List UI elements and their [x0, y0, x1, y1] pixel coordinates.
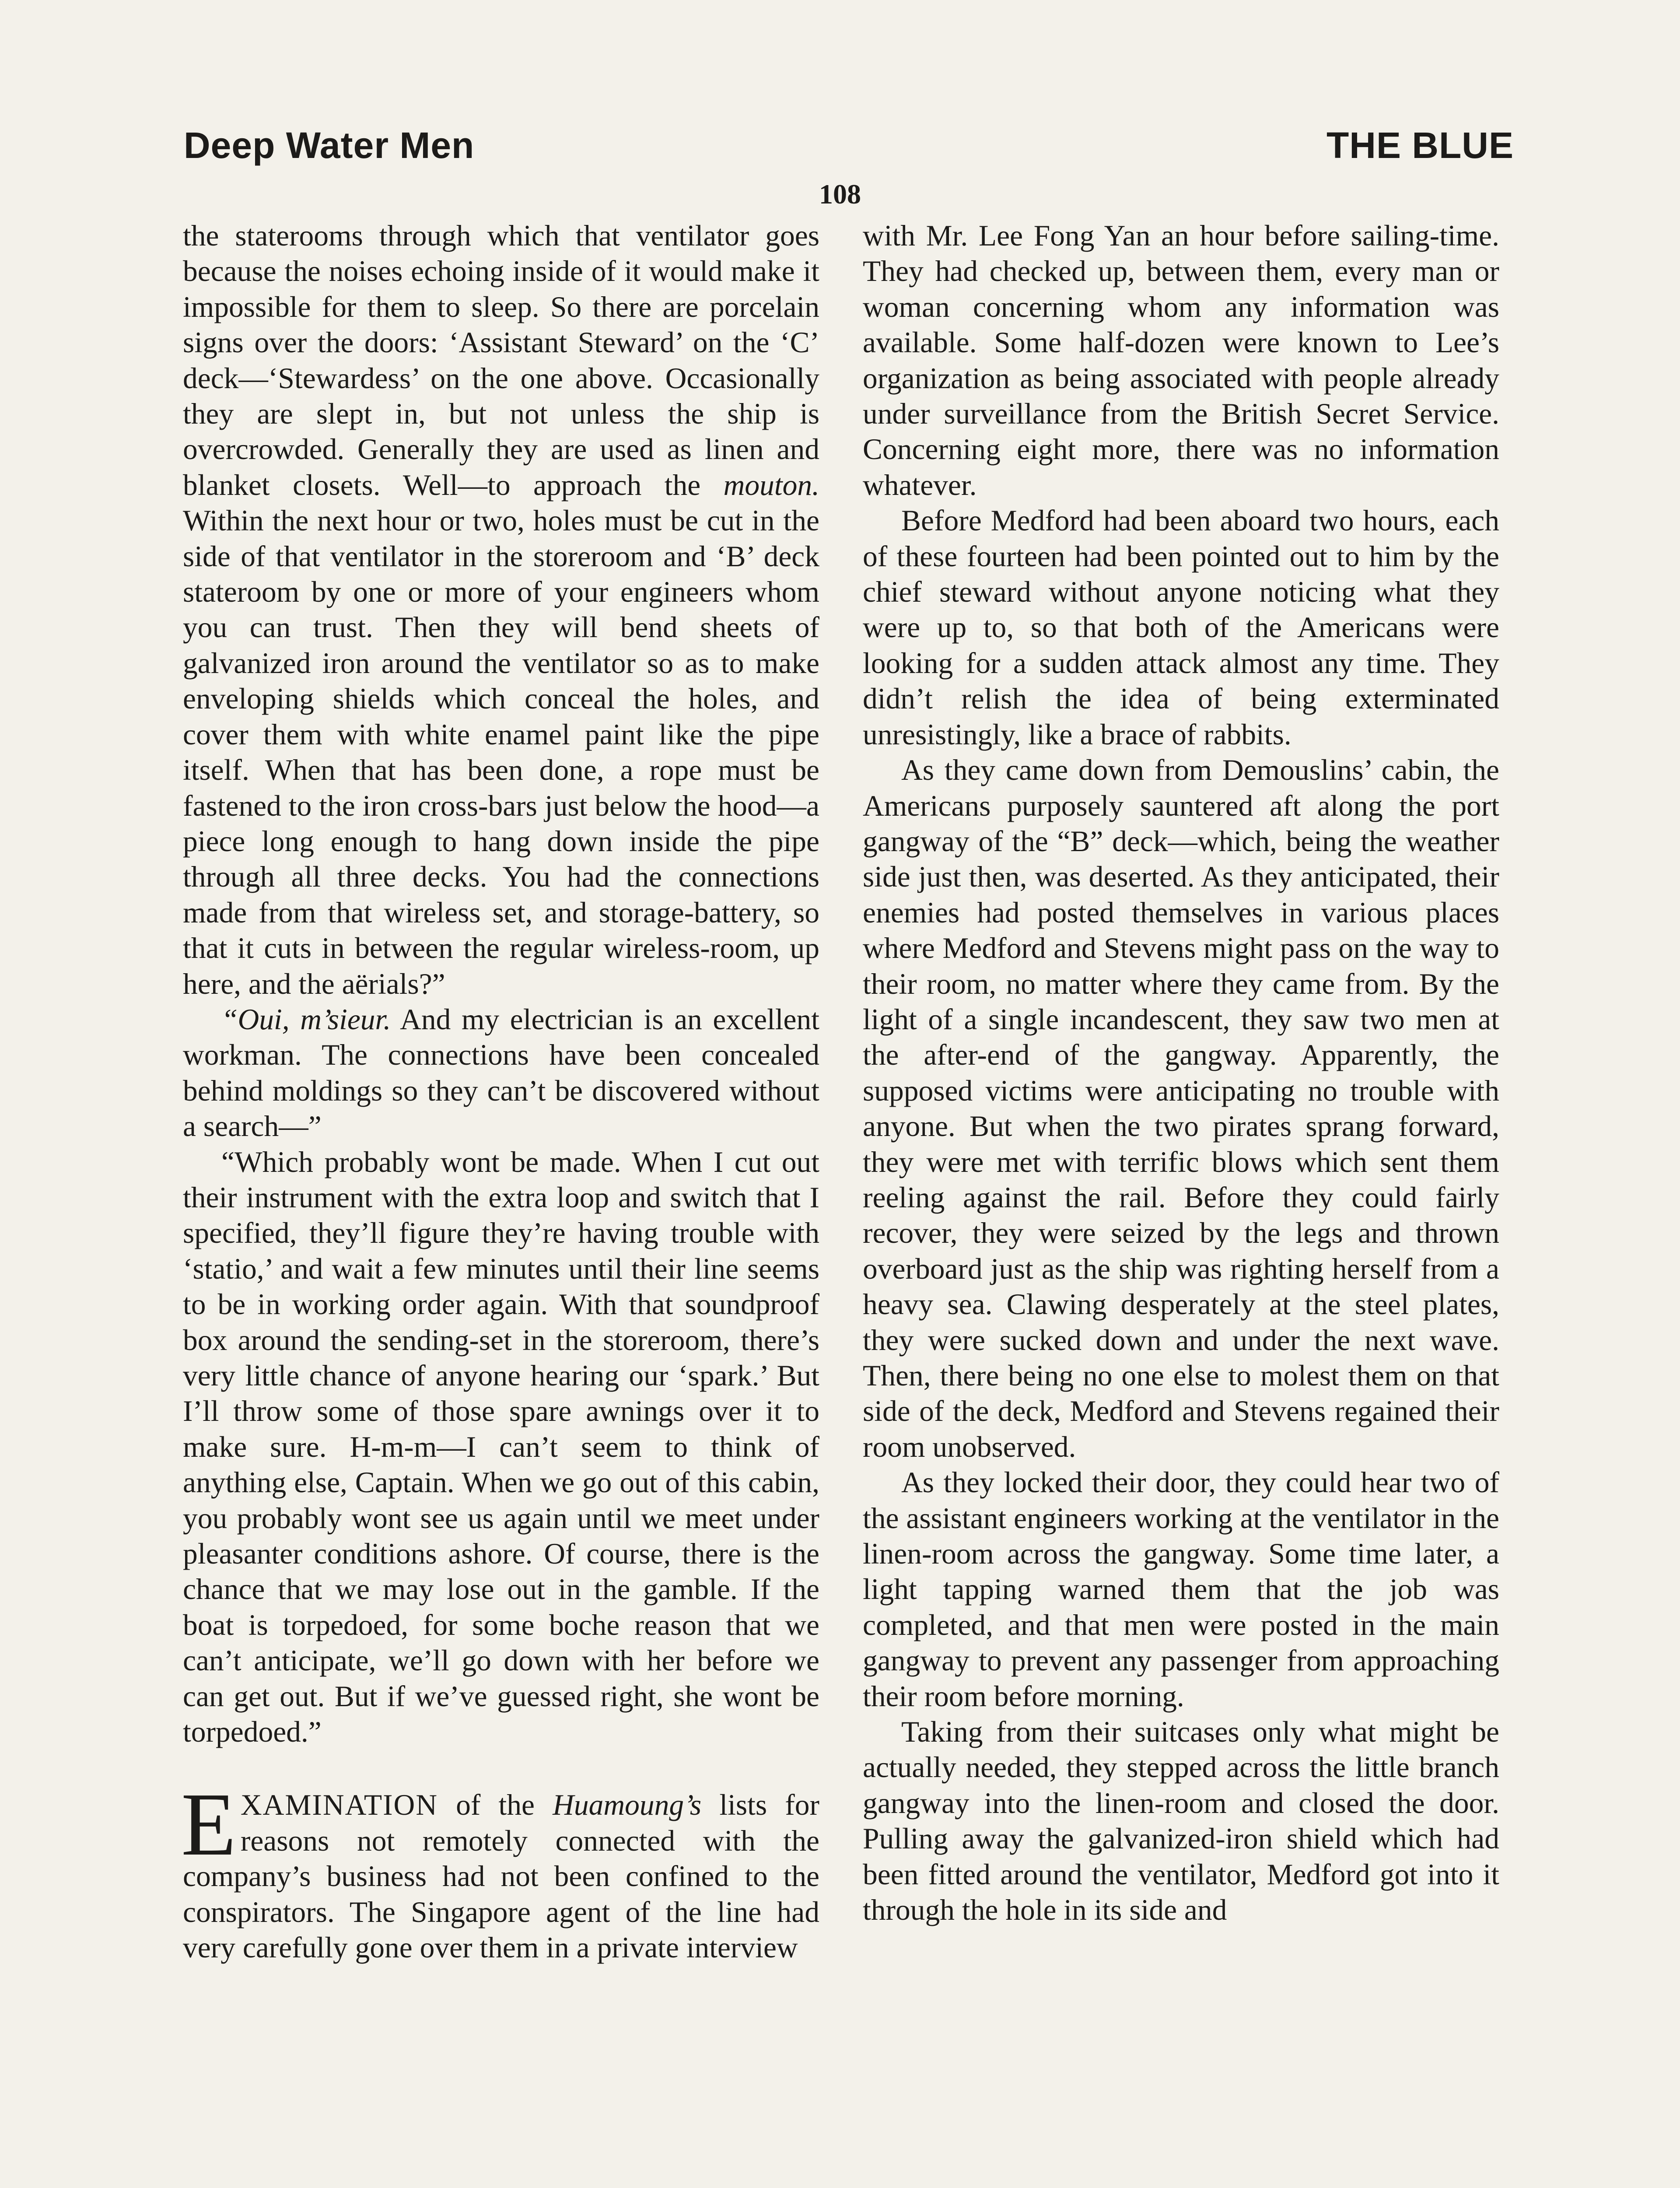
paragraph [183, 1002, 819, 1144]
paragraph-text: the staterooms through which that ventilator goes because the noises echoing inside of it would make it impossible for them to sleep. So there are porcelain signs over the doors: ‘Assistant Steward’ on the ‘C’ deck—‘Stewardess’ on the one above. Occasionally they are slept in, but not unless the ship is overcrowded. Generally they are used as linen and blanket closets. Well—to approach the [183, 219, 819, 501]
small-caps-word: XAMINATION [240, 1788, 438, 1822]
paragraph-text: with Mr. Lee Fong Yan an hour before sailing-time. They had checked up, between them, every man or woman concerning whom any information was available. Some half-dozen were known to Lee’s organization as being associated with people already under surveillance from the British Secret Service. Concerning eight more, there was no information whatever. [863, 219, 1499, 501]
paragraph [183, 1144, 819, 1750]
paragraph-text: As they came down from Demouslins’ cabin, the Americans purposely sauntered aft along the port gangway of the “B” deck—which, being the weather side just then, was deserted. As they anticipated, their enemies had posted themselves in various places where Medford and Stevens might pass on the way to their room, no matter where they came from. By the light of a single incandescent, they saw two men at the after-end of the gangway. Apparently, the supposed victims were anticipating no trouble with anyone. But when the two pirates sprang forward, they were met with terrific blows which sent them reeling against the rail. Before they could fairly recover, they were seized by the legs and thrown overboard just as the ship was righting herself from a heavy sea. Clawing desperately at the steel plates, they were sucked down and under the next wave. Then, there being no one else to molest them on that side of the deck, Medford and Stevens regained their room unobserved. [863, 754, 1499, 1463]
ship-name: Huamoung’s [553, 1788, 702, 1822]
paragraph [863, 752, 1499, 1465]
section-paragraph [181, 1774, 819, 1965]
paragraph-text: of the [438, 1788, 553, 1822]
paragraph-text: Taking from their suitcases only what might be actually needed, they stepped across the little branch gangway into the linen-room and closed the door. Pulling away the galvanized-iron shield which had been fitted around the ventilator, Medford got into it through the hole in its side and [863, 1715, 1499, 1927]
paragraph [183, 218, 819, 1002]
left-column [183, 218, 819, 1966]
italic-phrase: “Oui, m’sieur. [221, 1003, 391, 1036]
paragraph-text: “Which probably wont be made. When I cut out their instrument with the extra loop and switch that I specified, they’ll figure they’re having trouble with ‘statio,’ and wait a few minutes until their line seems to be in working order again. With that soundproof box around the sending-set in the storeroom, there’s very little chance of anyone hearing our ‘spark.’ But I’ll throw some of those spare awnings over it to make sure. H-m-m—I can’t seem to think of anything else, Captain. When we go out of this cabin, you probably wont see us again until we meet under pleasanter conditions ashore. Of course, there is the chance that we may lose out in the gamble. If the boat is torpedoed, for some boche reason that we can’t anticipate, we’ll go down with her before we can get out. But if we’ve guessed right, she wont be torpedoed.” [183, 1145, 819, 1749]
italic-word: mouton. [723, 468, 819, 501]
paragraph-text: Before Medford had been aboard two hours, each of these fourteen had been pointed out to him by the chief steward without anyone noticing what they were up to, so that both of the Americans were looking for a sudden attack almost any time. They didn’t relish the idea of being exterminated unresistingly, like a brace of rabbits. [863, 504, 1499, 751]
right-column [863, 218, 1499, 1928]
paragraph [863, 1465, 1499, 1714]
page-number: 108 [819, 179, 861, 210]
paragraph-text: lists for reasons not remotely connected with the company’s business had not been confined to the conspirators. The Singapore agent of the line had very carefully gone over them in a private interview [183, 1788, 819, 1964]
paragraph-text: And my electrician is an excellent workman. The connections have been concealed behind moldings so they can’t be discovered without a search—” [183, 1003, 819, 1143]
running-head-right: THE BLUE [1326, 125, 1514, 166]
drop-cap: E [181, 1774, 236, 1875]
running-head-left: Deep Water Men [184, 125, 475, 166]
paragraph-text: Within the next hour or two, holes must be cut in the side of that ventilator in the storeroom and ‘B’ deck stateroom by one or more of your engineers whom you can trust. Then they will bend sheets of galvanized iron around the ventilator so as to make enveloping shields which conceal the holes, and cover them with white enamel paint like the pipe itself. When that has been done, a rope must be fastened to the iron cross-bars just below the hood—a piece long enough to hang down inside the pipe through all three decks. You had the connections made from that wireless set, and storage-battery, so that it cuts in between the regular wireless-room, up here, and the aërials?” [183, 504, 819, 1000]
paragraph [863, 1714, 1499, 1928]
paragraph [863, 218, 1499, 503]
paragraph-text: As they locked their door, they could hear two of the assistant engineers working at the ventilator in the linen-room across the gangway. Some time later, a light tapping warned them that the job was completed, and that men were posted in the main gangway to prevent any passenger from approaching their room before morning. [863, 1466, 1499, 1713]
paragraph [863, 503, 1499, 752]
